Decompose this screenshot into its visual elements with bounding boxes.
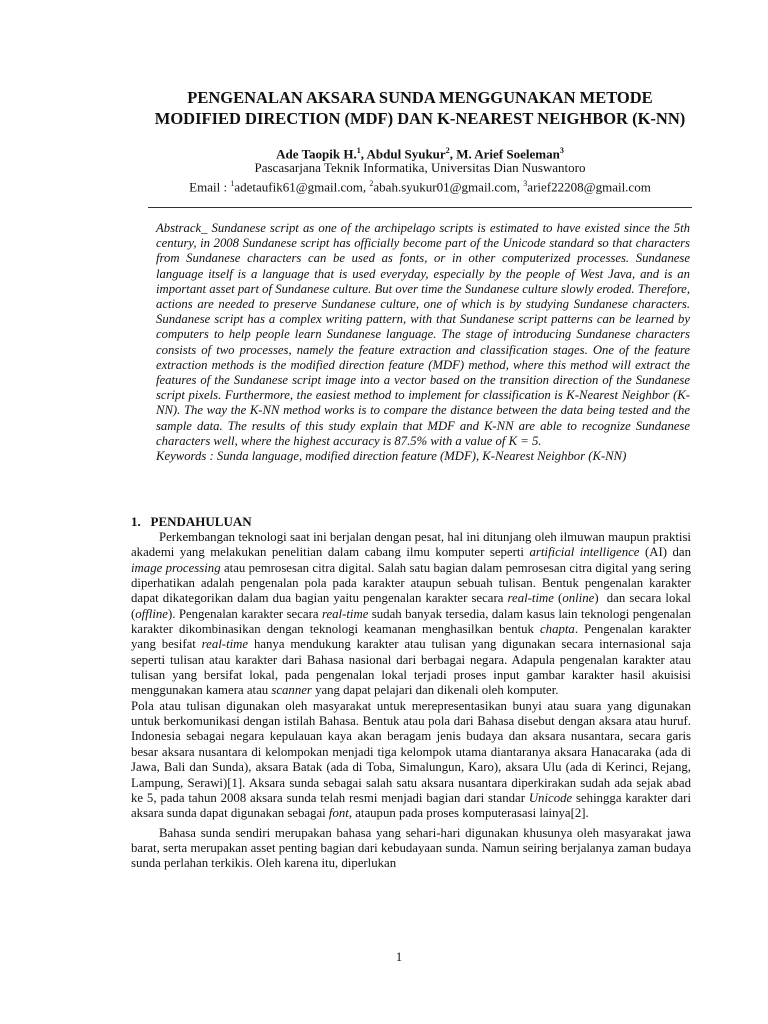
email-marker: 2 [369, 179, 374, 188]
email-marker: 3 [523, 179, 528, 188]
paper-title: PENGENALAN AKSARA SUNDA MENGGUNAKAN METODE MODIFIED DIRECTION (MDF) DAN K-NEAREST NEIGHBOR (K-NN) [154, 88, 686, 128]
paragraph-text: sudah banyak tersedia, dalam kasus lain teknologi pengenalan karakter dikombinasikan dengan teknologi keamanan menghasilkan bentuk [131, 606, 691, 637]
email-marker: 1 [230, 179, 235, 188]
author-affiliation-marker: 2 [445, 146, 450, 155]
paragraph-text: ( [553, 591, 563, 606]
italic-term: real-time [321, 606, 369, 621]
italic-term: font [328, 806, 349, 821]
section-body-introduction [131, 530, 691, 872]
italic-term: real-time [507, 591, 554, 606]
author-name: Abdul Syukur [366, 146, 446, 162]
body-paragraph [131, 826, 691, 872]
body-paragraph [131, 699, 691, 822]
paragraph-text: ). Pengenalan karakter secara [167, 606, 322, 621]
header-divider [148, 207, 692, 208]
paragraph-text: sehingga karakter dari aksara sunda dapat digunakan sebagai [131, 790, 691, 821]
author-emails: Email : $^1$adetaufik61@gmail.com, $^2$abah.syukur01@gmail.com, $^3$arief22208@gmail.com [189, 179, 651, 195]
paragraph-text: atau pemrosesan citra digital. Salah satu bagian dalam pemrosesan citra digital yang sering diperhatikan adalah pengenalan pola pada karakter ataupun sebuah tulisan. Bentuk pengenalan karakter dapat dikategorikan dalam dua bagian yaitu pengenalan karakter secara [131, 560, 691, 606]
author-affiliation-marker: 3 [559, 146, 564, 155]
paragraph-text: , ataupun pada proses komputerasasi lainya[2]. [348, 806, 589, 821]
page-number: 1 [395, 950, 403, 964]
keywords-text: Keywords : Sunda language, modified direction feature (MDF), K-Nearest Neighbor (K-NN) [156, 449, 627, 464]
paragraph-text: Perkembangan teknologi saat ini berjalan dengan pesat, hal ini ditunjang oleh ilmuwan maupun praktisi akademi yang melakukan penelitian dalam cabang ilmu komputer seperti [131, 530, 691, 560]
body-paragraph [131, 530, 691, 699]
italic-term: chapta [539, 622, 575, 637]
author-affiliation: Pascasarjana Teknik Informatika, Universitas Dian Nuswantoro [254, 160, 586, 175]
author-affiliation-marker: 1 [356, 146, 361, 155]
paragraph-text: Pola atau tulisan digunakan oleh masyarakat untuk merepresentasikan bunyi atau suara yang digunakan untuk berkomunikasi dengan istilah Bahasa. Bentuk atau pola dari Bahasa disebut dengan aksara atau huruf. Indonesia sebagai negara kepulauan kaya akan beragam jenis budaya dan aksara nusantara, secara garis besar aksara nusantara di kelompokan menjadi tiga kelompok utama diantaranya aksara Hanacaraka (ada di Jawa, Bali dan Sunda), aksara Batak (ada di Toba, Simalungun, Karo), aksara Ulu (ada di Kerinci, Rejang, Lampung, Serawi)[1]. Aksara sunda sebagai salah satu aksara nusantara diperkirakan sudah ada sejak abad ke 5, pada tahun 2008 aksara sunda telah resmi menjadi bagian dari standar [131, 698, 691, 805]
italic-term: artificial intelligence [529, 545, 640, 560]
email-address: arief22208@gmail.com [527, 179, 651, 195]
paragraph-text: ) dan secara lokal ( [131, 591, 691, 621]
paragraph-text: Bahasa sunda sendiri merupakan bahasa yang sehari-hari digunakan khusunya oleh masyarakat jawa barat, serta merupakan asset penting bagian dari kebudayaan sunda. Namun seiring berjalanya zaman budaya sunda perlahan terkikis. Oleh karena itu, diperlukan [131, 825, 691, 871]
author-name: M. Arief Soeleman [456, 146, 560, 162]
italic-term: image processing [131, 560, 221, 575]
italic-term: offline [135, 606, 168, 621]
abstract-text: Abstrack_ Sundanese script as one of the archipelago scripts is estimated to have existed since the 5th century, in 2008 Sundanese script has officially become part of the Unicode standard so that characters from Sundanese characters can be used as fonts, or in other computerized processes. Sundanese language itself is a language that is used everyday, especially by the people of West Java, and is an important asset part of Sundanese culture. But over time the Sundanese culture slowly eroded. Therefore, actions are needed to preserve Sundanese culture, one of which is by studying Sundanese characters. Sundanese script has a complex writing pattern, with that Sundanese script patterns can be learned by computers to help people learn Sundanese language. The stage of introducing Sundanese characters consists of two processes, namely the feature extraction and classification stages. One of the feature extraction methods is the modified direction feature (MDF) method, where this method will extract the features of the Sundanese script image into a vector based on the transition direction of the Sundanese script pixels. Furthermore, the easiest method to implement for classification is K-Nearest Neighbor (K-NN). The way the K-NN method works is to compare the distance between the data being tested and the sample data. The results of this study explain that MDF and K-NN are able to recognize Sundanese characters well, where the highest accuracy is 87.5% with a value of K = 5. [156, 221, 690, 448]
italic-term: online [562, 591, 595, 606]
email-address: adetaufik61@gmail.com [234, 179, 363, 195]
paragraph-text: (AI) dan [639, 545, 692, 560]
paragraph-text: yang dapat pelajari dan dikenali oleh komputer. [311, 683, 559, 698]
italic-term: scanner [271, 683, 312, 698]
abstract-block [156, 221, 690, 464]
author-list: Ade Taopik H.$^1$, Abdul Syukur$^2$, M. Arief Soeleman$^3$ [276, 146, 564, 162]
author-name: Ade Taopik H. [276, 146, 357, 162]
email-address: abah.syukur01@gmail.com [373, 179, 517, 195]
paragraph-text: . Pengenalan karakter yang besifat [131, 622, 691, 652]
paragraph-text: hanya mendukung karakter atau tulisan yang digunakan secara internasional saja seperti tulisan atau karakter dari Bahasa nasional dari berbagai negara. Adapula pengenalan karakter atau tulisan yang bersifat lokal, pada pengenalan lokal terjadi proses input gambar karakter hasil akuisisi menggunakan kamera atau [131, 637, 691, 698]
italic-term: Unicode [528, 790, 573, 805]
italic-term: real-time [201, 637, 249, 652]
section-heading-introduction: 1. PENDAHULUAN [131, 514, 252, 529]
